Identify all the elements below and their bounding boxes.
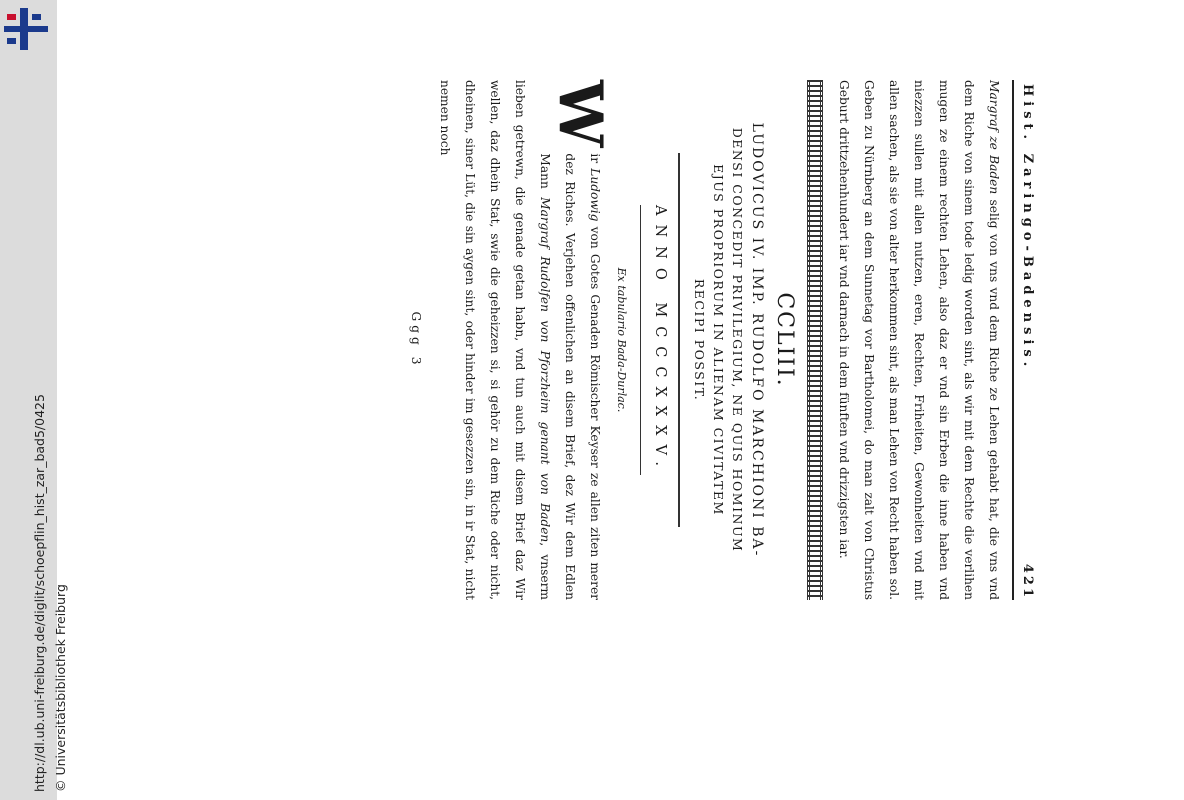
heading-line-2: DENSI CONCEDIT PRIVILEGIUM, NE QUIS HOMINUM bbox=[730, 127, 745, 553]
heading-line-1: LUDOVICUS IV. IMP. RUDOLFO MARCHIONI BA- bbox=[749, 122, 765, 558]
intro-text: selig von vns vnd dem Riche ze Lehen gehabt hat, die vns vnd dem Riche von sinem tode ledig worden sint, als wir mit dem Rechte die verlihen mugen ze einem rechten Lehen, also daz er vnd sin Erben die inne haben vnd niezzen sullen mit allen nutzen, eren, Rechten, Friheiten, Gewonheiten vnd mit allen sachen, als sie von alter herkommen sint, als man Lehen von Recht haben sol. Geben zu Nürnberg an dem Sunnetag vor Bartholomei, do man zalt von Christus Geburt drittzehenhundert iar vnd darnach in dem fünften vnd drizzigsten iar. bbox=[837, 80, 1001, 600]
body-italic-1: Ludowig bbox=[588, 168, 602, 222]
heading-rule bbox=[678, 153, 680, 527]
viewer-sidebar bbox=[0, 0, 68, 800]
attribution-text bbox=[29, 394, 71, 792]
body-text-1: ir bbox=[588, 153, 602, 169]
anno-rule bbox=[640, 205, 641, 475]
body-paragraph bbox=[432, 80, 615, 600]
scanned-page bbox=[330, 80, 1040, 600]
source-note: Ex tabulario Bada-Durlac. bbox=[615, 267, 628, 413]
body-text-3: , vnserm lieben getrewn, die genade getan habn, vnd tun auch mit disem Brief daz Wir wellen, daz dhein Stat, swie die geheizzen si, si gehör zu dem Riche oder nicht, dheinen, siner Lüt, die sin aygen sint, oder hinder im gesezzen sin, in ir Stat, nicht nemen noch bbox=[438, 80, 552, 600]
anno-line: ANNO MCCCXXXV. bbox=[652, 205, 668, 475]
intro-paragraph bbox=[831, 80, 1006, 600]
heading-line-3: EJUS PROPRIORUM IN ALIENAM CIVITATEM bbox=[711, 164, 726, 516]
running-header bbox=[1016, 80, 1040, 600]
document-heading bbox=[690, 80, 766, 600]
page-number: 421 bbox=[1020, 563, 1036, 600]
ornamental-divider bbox=[807, 80, 823, 600]
body-text-2: von Gotes Genaden Römischer Keyser ze allen ziten merer dez Riches. Verjehen offenlichen an disem Brief, dez Wir dem Edlen Mann bbox=[538, 153, 602, 600]
header-rule bbox=[1012, 80, 1014, 600]
source-url: http://dl.ub.uni-freiburg.de/diglit/schoepflin_hist_zar_bad5/0425 bbox=[32, 394, 47, 792]
copyright-notice: © Universitätsbibliothek Freiburg bbox=[53, 584, 68, 792]
header-title: Hist. Zaringo-Badensis. bbox=[1020, 84, 1036, 372]
drop-capital: W bbox=[545, 80, 615, 148]
intro-italic: Margraf ze Baden bbox=[987, 80, 1001, 195]
body-italic-2: Margraf Rudolfen von Pforzheim genant von Baden bbox=[538, 197, 552, 543]
signature-mark: Ggg 3 bbox=[409, 311, 423, 369]
document-number: CCLIII. bbox=[772, 292, 797, 388]
library-logo-icon bbox=[4, 8, 48, 50]
heading-line-4: RECIPI POSSIT. bbox=[692, 278, 707, 402]
